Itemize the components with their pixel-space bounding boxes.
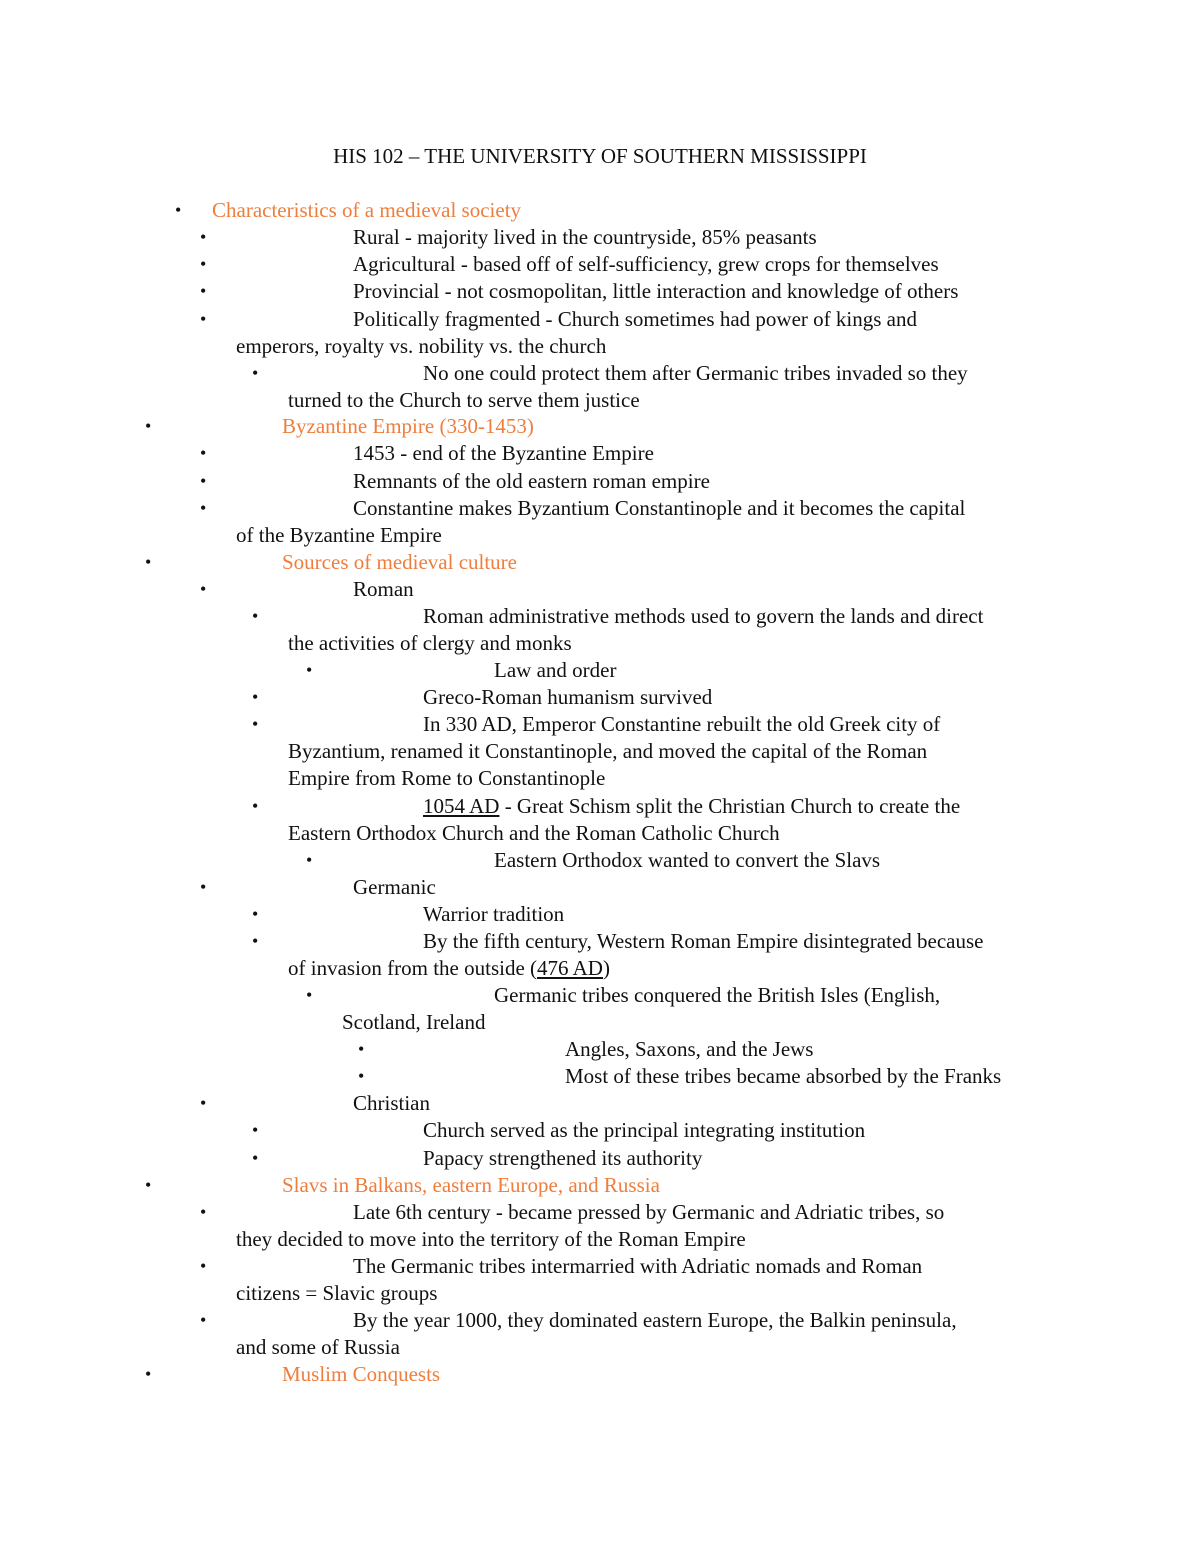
list-item: Provincial - not cosmopolitan, little interaction and knowledge of others (353, 279, 959, 303)
subsection-label: Roman (353, 577, 414, 601)
bullet-icon: • (252, 1148, 259, 1168)
page-title: HIS 102 – THE UNIVERSITY OF SOUTHERN MISSISSIPPI (333, 144, 867, 168)
bullet-icon: • (252, 796, 259, 816)
date-link: 1054 AD (423, 794, 500, 818)
section-heading: Byzantine Empire (330-1453) (282, 414, 534, 438)
bullet-icon: • (358, 1066, 365, 1086)
list-item: Angles, Saxons, and the Jews (565, 1037, 814, 1061)
list-item: Germanic tribes conquered the British Isles (English, (494, 983, 941, 1007)
continuation-text: of invasion from the outside ( (288, 956, 538, 980)
list-item: In 330 AD, Emperor Constantine rebuilt the old Greek city of (423, 712, 941, 736)
list-item-continuation: of the Byzantine Empire (236, 523, 442, 547)
bullet-icon: • (200, 498, 207, 518)
list-item: No one could protect them after Germanic tribes invaded so they (423, 361, 968, 385)
list-item-continuation: turned to the Church to serve them justice (288, 388, 640, 412)
bullet-icon: • (306, 985, 313, 1005)
bullet-icon: • (175, 200, 182, 220)
list-item: Papacy strengthened its authority (423, 1146, 703, 1170)
bullet-icon: • (200, 471, 207, 491)
bullet-icon: • (252, 606, 259, 626)
bullet-icon: • (252, 904, 259, 924)
bullet-icon: • (200, 309, 207, 329)
bullet-icon: • (200, 1256, 207, 1276)
list-item-continuation: citizens = Slavic groups (236, 1281, 438, 1305)
list-item: Church served as the principal integrating institution (423, 1118, 866, 1142)
subsection-label: Christian (353, 1091, 430, 1115)
bullet-icon: • (200, 281, 207, 301)
list-item: Roman administrative methods used to govern the lands and direct (423, 604, 984, 628)
list-item: Late 6th century - became pressed by Germanic and Adriatic tribes, so (353, 1200, 945, 1224)
continuation-text: ) (602, 956, 610, 980)
list-item: Greco-Roman humanism survived (423, 685, 713, 709)
bullet-icon: • (145, 1364, 152, 1384)
bullet-icon: • (252, 714, 259, 734)
list-item-continuation: emperors, royalty vs. nobility vs. the church (236, 334, 607, 358)
bullet-icon: • (252, 1120, 259, 1140)
bullet-icon: • (200, 227, 207, 247)
section-heading: Slavs in Balkans, eastern Europe, and Russia (282, 1173, 660, 1197)
bullet-icon: • (200, 1310, 207, 1330)
bullet-icon: • (252, 363, 259, 383)
list-item: Remnants of the old eastern roman empire (353, 469, 710, 493)
list-item-continuation (288, 955, 610, 982)
list-item (423, 793, 960, 820)
list-item: Law and order (494, 658, 617, 682)
list-item: By the fifth century, Western Roman Empire disintegrated because (423, 929, 984, 953)
list-item: 1453 - end of the Byzantine Empire (353, 441, 654, 465)
list-item-continuation: Eastern Orthodox Church and the Roman Catholic Church (288, 821, 780, 845)
bullet-icon: • (145, 552, 152, 572)
list-item: Agricultural - based off of self-sufficiency, grew crops for themselves (353, 252, 939, 276)
list-item-continuation: and some of Russia (236, 1335, 400, 1359)
list-item-continuation: the activities of clergy and monks (288, 631, 572, 655)
bullet-icon: • (252, 931, 259, 951)
list-item-continuation: Empire from Rome to Constantinople (288, 766, 606, 790)
list-item: Rural - majority lived in the countryside, 85% peasants (353, 225, 817, 249)
date-link: 476 AD (537, 956, 603, 980)
bullet-icon: • (200, 877, 207, 897)
bullet-icon: • (358, 1039, 365, 1059)
bullet-icon: • (200, 443, 207, 463)
bullet-icon: • (200, 579, 207, 599)
bullet-icon: • (306, 850, 313, 870)
subsection-label: Germanic (353, 875, 436, 899)
bullet-icon: • (306, 660, 313, 680)
bullet-icon: • (200, 1202, 207, 1222)
section-heading: Characteristics of a medieval society (212, 198, 522, 222)
section-heading: Muslim Conquests (282, 1362, 441, 1386)
list-item-continuation: they decided to move into the territory of the Roman Empire (236, 1227, 746, 1251)
list-item-continuation: Byzantium, renamed it Constantinople, and moved the capital of the Roman (288, 739, 928, 763)
list-item: Warrior tradition (423, 902, 565, 926)
list-item: Constantine makes Byzantium Constantinople and it becomes the capital (353, 496, 966, 520)
list-item: Eastern Orthodox wanted to convert the Slavs (494, 848, 881, 872)
bullet-icon: • (200, 254, 207, 274)
list-item: Politically fragmented - Church sometimes had power of kings and (353, 307, 917, 331)
bullet-icon: • (200, 1093, 207, 1113)
list-item: Most of these tribes became absorbed by the Franks (565, 1064, 1002, 1088)
bullet-icon: • (145, 416, 152, 436)
bullet-icon: • (145, 1175, 152, 1195)
list-item-text: - Great Schism split the Christian Church to create the (499, 794, 961, 818)
list-item: By the year 1000, they dominated eastern Europe, the Balkin peninsula, (353, 1308, 957, 1332)
section-heading: Sources of medieval culture (282, 550, 517, 574)
list-item-continuation: Scotland, Ireland (342, 1010, 486, 1034)
list-item: The Germanic tribes intermarried with Adriatic nomads and Roman (353, 1254, 923, 1278)
bullet-icon: • (252, 687, 259, 707)
